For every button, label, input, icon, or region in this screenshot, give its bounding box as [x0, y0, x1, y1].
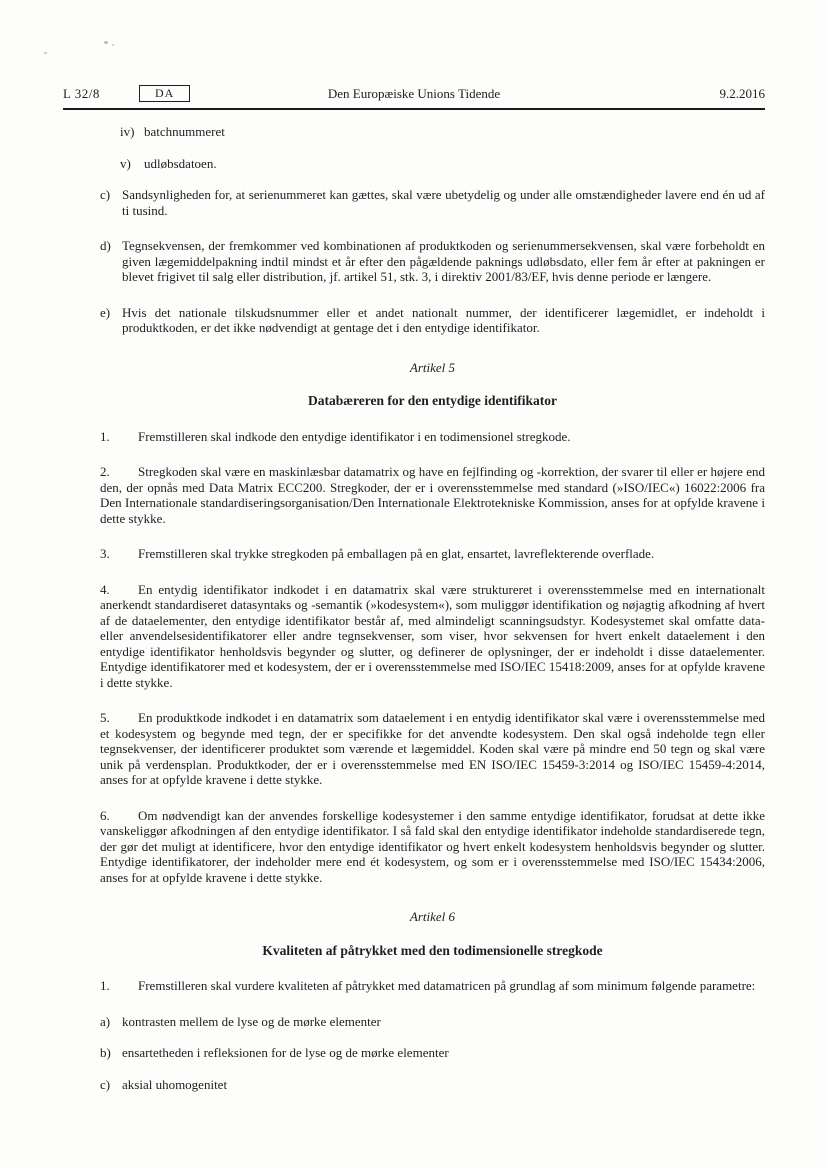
paragraph-text: Stregkoden skal være en maskinlæsbar datamatrix og have en fejlfinding og -korrektion, der svarer til eller er højere end den, der opnås med Data Matrix ECC200. Stregkoder, der er i overensstemmelse med standard (»ISO/IEC«) 16022:2006 fra Den Internationale standardiseringsorganisation/Den Internationale Elektrotekniske Kommission, anses for at opfylde kravene i dette stykke.: [100, 464, 765, 526]
paragraph: [100, 978, 765, 994]
document-body: [100, 124, 765, 1092]
list-item-text: aksial uhomogenitet: [122, 1076, 228, 1092]
paragraph-text: Fremstilleren skal vurdere kvaliteten af påtrykket med datamatricen på grundlag af som minimum følgende parametre:: [138, 978, 756, 993]
paragraph: [100, 808, 765, 886]
paragraph-number: 1.: [100, 428, 110, 444]
list-item-text: udløbsdatoen.: [144, 155, 217, 171]
article-title: Databæreren for den entydige identifikator: [308, 393, 557, 408]
paragraph: [100, 710, 765, 788]
list-item-text: Hvis det nationale tilskudsnummer eller et andet nationalt nummer, der identificerer lægemidlet, er indeholdt i produktkoden, er det ikke nødvendigt at gentage det i den entydige identifikator.: [122, 304, 765, 335]
paragraph-number: 2.: [100, 464, 110, 479]
paragraph-number: 4.: [100, 581, 110, 597]
list-item: [120, 124, 765, 140]
header-rule: [63, 108, 765, 110]
list-item: [100, 1077, 765, 1093]
paragraph-text: Fremstilleren skal trykke stregkoden på emballagen på en glat, ensartet, lavreflekterende overflade.: [138, 546, 655, 561]
paragraph-text: En produktkode indkodet i en datamatrix som dataelement i en entydig identifikator skal være i overensstemmelse med et kodesystem og begynde med tegn, der er specifikke for det anvendte kodesystem. Den skal også indeholde tegn eller tegnsekvenser, der identificerer produktet som værende et lægemiddel. Koden skal være på mindre end 50 tegn og skal være unik på verdensplan. Produktkoder, der er i overensstemmelse med EN ISO/IEC 15459-3:2014 og ISO/IEC 15459-4:2014, anses for at opfylde kravene i dette stykke.: [100, 710, 765, 787]
list-item-label: c): [100, 1076, 111, 1092]
scan-artifact: [104, 41, 108, 44]
list-item-text: Sandsynligheden for, at serienummeret kan gættes, skal være ubetydelig og under alle omstændigheder lavere end én ud af ti tusind.: [122, 187, 765, 218]
list-item-label: c): [100, 187, 111, 202]
list-item: [100, 305, 765, 336]
list-item-label: a): [100, 1013, 111, 1029]
paragraph-number: 1.: [100, 978, 110, 993]
scan-artifact: [112, 44, 114, 46]
list-item-label: d): [100, 238, 111, 253]
paragraph-text: Om nødvendigt kan der anvendes forskellige kodesystemer i den samme entydige identifikator, forudsat at dette ikke vanskeliggør afkodningen af den entydige identifikator. I så fald skal den entydige identifikator indeholde standardiserede tegn, der gør det muligt at identificere, hvor den entydige identifikator og hvert enkelt kodesystem henholdsvis begynder og slutter. Entydige identifikatorer, der indeholder mere end ét kodesystem, og som er i overensstemmelse med ISO/IEC 15434:2006, anses for at opfylde kravene i dette stykke.: [100, 807, 765, 885]
article-title: Kvaliteten af påtrykket med den todimensionelle stregkode: [262, 942, 603, 958]
paragraph: [100, 429, 765, 445]
paragraph-number: 5.: [100, 710, 110, 725]
paragraph-text: En entydig identifikator indkodet i en datamatrix skal være struktureret i overensstemmelse med en internationalt anerkendt standardiseret datasyntaks og -semantik (»kodesystem«), som muliggør identifikation og nøjagtig afkodning af hvert af de dataelementer, den entydige identifikator består af, med almindeligt scanningsudstyr. Kodesystemet skal omfatte data- eller anvendelsesidentifikatorer eller andre tegnsekvenser, som viser, hvor sekvensen for hvert enkelt dataelement i den entydige identifikator henholdsvis begynder og slutter, og definerer de oplysninger, der er indeholdt i disse dataelementer. Entydige identifikatorer med et kodesystem, der er i overensstemmelse med ISO/IEC 15418:2009, anses for at opfylde kravene i dette stykke.: [100, 581, 765, 690]
page-header: [63, 86, 765, 105]
list-item: [100, 1014, 765, 1030]
article-heading: Artikel 5: [409, 359, 456, 375]
list-item-label: v): [120, 155, 131, 171]
journal-title: Den Europæiske Unions Tidende: [327, 86, 501, 101]
list-item-text: batchnummeret: [144, 124, 225, 139]
article-heading: Artikel 6: [409, 909, 456, 924]
paragraph: [100, 582, 765, 691]
list-item-label: e): [100, 304, 111, 320]
page-number: L 32/8: [63, 86, 100, 101]
paragraph-number: 3.: [100, 546, 110, 561]
list-item-text: kontrasten mellem de lyse og de mørke elementer: [122, 1013, 381, 1029]
paragraph-number: 6.: [100, 807, 110, 823]
list-item: [100, 238, 765, 285]
list-item-label: iv): [120, 124, 135, 139]
list-item: [120, 156, 765, 172]
paragraph-text: Fremstilleren skal indkode den entydige identifikator i en todimensionel stregkode.: [138, 428, 571, 444]
list-item: [100, 1045, 765, 1061]
list-item-label: b): [100, 1045, 111, 1060]
scan-artifact: [44, 52, 47, 54]
header-date: 9.2.2016: [719, 86, 765, 101]
paragraph: [100, 546, 765, 562]
language-badge: DA: [139, 85, 190, 102]
paragraph: [100, 464, 765, 526]
list-item: [100, 187, 765, 218]
list-item-text: ensartetheden i refleksionen for de lyse og de mørke elementer: [122, 1045, 449, 1060]
list-item-text: Tegnsekvensen, der fremkommer ved kombinationen af produktkoden og serienummersekvensen, skal være forbeholdt en given lægemiddelpakning indtil mindst et år efter den pågældende paknings udløbsdato, eller fem år efter at pakningen er blevet frigivet til salg eller distribution, jf. artikel 51, stk. 3, i direktiv 2001/83/EF, hvis denne periode er længere.: [122, 238, 765, 284]
